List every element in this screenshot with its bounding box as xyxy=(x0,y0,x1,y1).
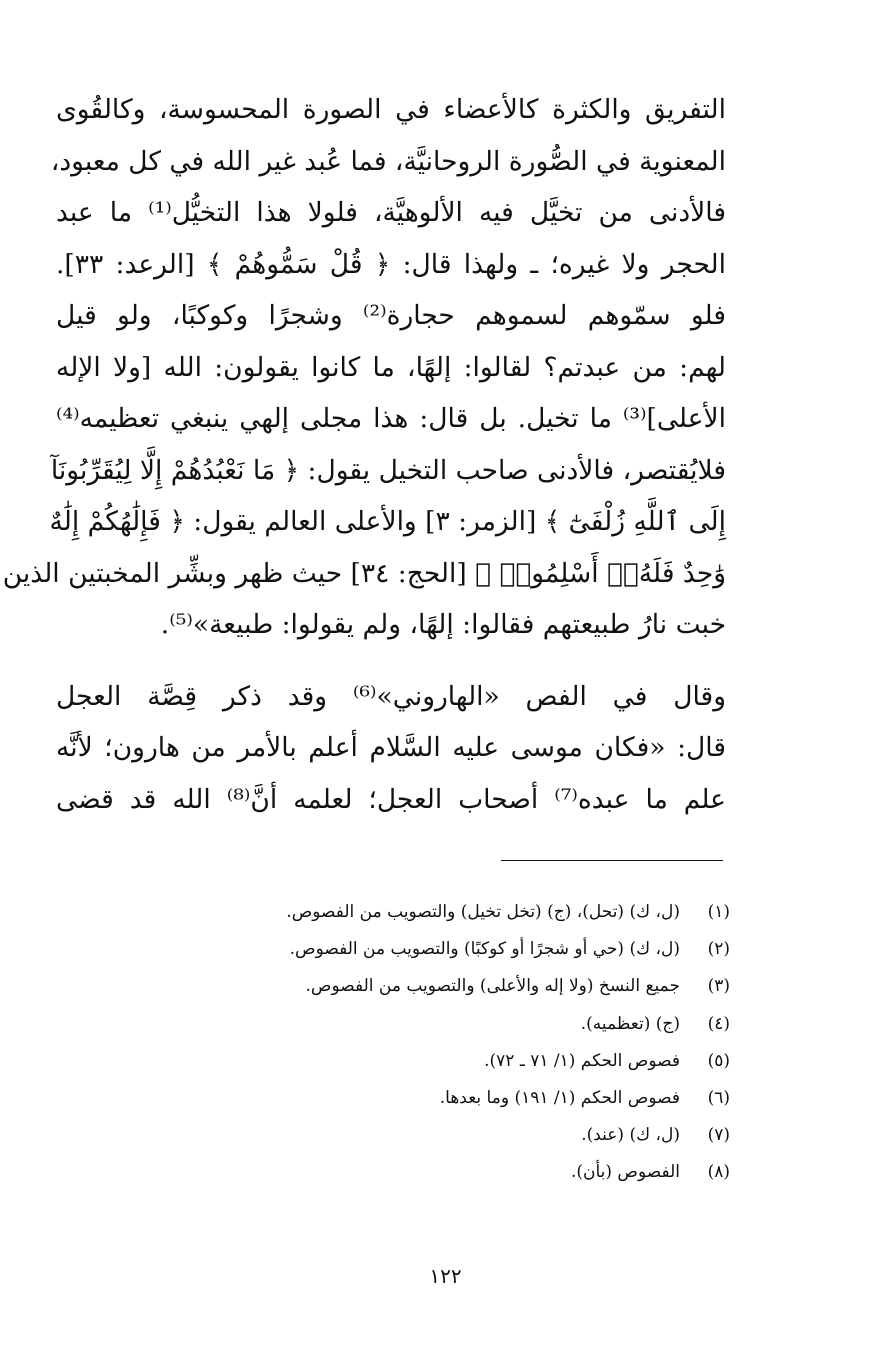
text-line: فالأدنى من تخيَّل فيه الألوهيَّة، فلولا هذا التخيُّل⁽¹⁾ ما عبد xyxy=(56,197,727,228)
paragraph-2 xyxy=(56,671,726,826)
text-line: الأعلى]⁽³⁾ ما تخيل. بل قال: هذا مجلى إلهي ينبغي تعظيمه⁽⁴⁾ xyxy=(56,403,726,434)
text-line: علم ما عبده⁽⁷⁾ أصحاب العجل؛ لعلمه أنَّ⁽⁸⁾ الله قد قضى xyxy=(56,783,726,815)
text-line: الحجر ولا غيره؛ ـ ولهذا قال: ﴿ قُلْ سَمُّوهُمْ ﴾ [الرعد: ٣٣]. xyxy=(56,248,726,280)
footnote-text: (ل، ك) (عند). xyxy=(581,1125,680,1146)
text-line: وَٰحِدٌ فَلَهُۥٓ أَسْلِمُوا۟ ﴾ [الحج: ٣٤] حيث ظهر وبشِّر المخبتين الذين xyxy=(2,557,726,589)
footnote-text: (ل، ك) (حي أو شجرًا أو كوكبًا) والتصويب من الفصوص. xyxy=(289,939,680,960)
text-line: فلو سمّوهم لسموهم حجارة⁽²⁾ وشجرًا وكوكبًا، ولو قيل xyxy=(56,300,726,331)
footnote xyxy=(56,894,730,931)
footnote-number: (٦) xyxy=(707,1087,730,1108)
footnote-text: فصوص الحكم (١/ ١٩١) وما بعدها. xyxy=(439,1087,680,1108)
footnote-text: فصوص الحكم (١/ ٧١ ـ ٧٢). xyxy=(484,1050,680,1071)
text-line: إِلَى ٱللَّهِ زُلْفَىٰٓ ﴾ [الزمر: ٣] والأعلى العالم يقول: ﴿ فَإِلَٰهُكُمْ إِلَٰهٌ xyxy=(49,506,726,537)
footnote xyxy=(56,1006,730,1043)
footnote-text: جميع النسخ (ولا إله والأعلى) والتصويب من الفصوص. xyxy=(305,976,680,997)
footnote-number: (٥) xyxy=(707,1050,730,1071)
footnote-text: الفصوص (بأن). xyxy=(570,1162,680,1183)
main-text xyxy=(2,84,727,825)
footnote-separator xyxy=(501,860,723,861)
text-line: وقال في الفص «الهاروني»⁽⁶⁾ وقد ذكر قِصَّة العجل xyxy=(56,680,726,712)
footnotes xyxy=(56,894,730,1192)
text-line: لهم: من عبدتم؟ لقالوا: إلهًا، ما كانوا يقولون: الله [ولا الإله xyxy=(56,351,726,383)
footnote-number: (٧) xyxy=(707,1125,730,1146)
text-line: فلايُقتصر، فالأدنى صاحب التخيل يقول: ﴿ مَا نَعْبُدُهُمْ إِلَّا لِيُقَرِّبُونَآ xyxy=(50,454,726,486)
footnote-number: (٤) xyxy=(707,1013,730,1034)
footnote xyxy=(56,1117,730,1154)
footnote xyxy=(56,1154,730,1191)
paragraph-gap xyxy=(56,651,726,671)
footnote-number: (٨) xyxy=(707,1162,730,1183)
footnote xyxy=(56,1080,730,1117)
page-number: ١٢٢ xyxy=(429,1264,462,1288)
text-line: المعنوية في الصُّورة الروحانيَّة، فما عُبد غير الله في كل معبود، xyxy=(50,145,726,177)
footnote-text: (ل، ك) (تحل)، (ج) (تخل تخيل) والتصويب من الفصوص. xyxy=(286,902,680,922)
footnote xyxy=(56,931,730,968)
footnote-text: (ج) (تعظميه). xyxy=(580,1013,680,1034)
text-line: خبت نارُ طبيعتهم فقالوا: إلهًا، ولم يقولوا: طبيعة»⁽⁵⁾. xyxy=(160,609,726,640)
paragraph-1 xyxy=(2,84,727,651)
footnote-number: (٣) xyxy=(707,976,730,997)
footnote xyxy=(56,968,730,1005)
text-line: التفريق والكثرة كالأعضاء في الصورة المحسوسة، وكالقُوى xyxy=(56,94,726,125)
text-line: قال: «فكان موسى عليه السَّلام أعلم بالأمر من هارون؛ لأنَّه xyxy=(56,732,726,763)
footnote xyxy=(56,1043,730,1080)
footnote-number: (١) xyxy=(707,902,730,922)
footnote-number: (٢) xyxy=(707,939,730,960)
